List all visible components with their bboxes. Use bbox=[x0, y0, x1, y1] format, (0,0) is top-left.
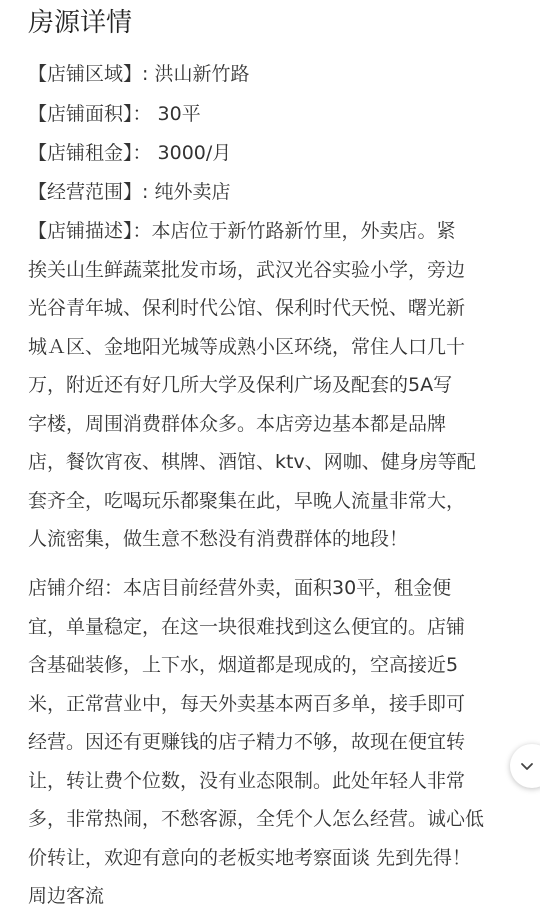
introduction-line: 让，转让费个位数，没有业态限制。此处年轻人非常 bbox=[28, 769, 466, 792]
description-line: 城Ａ区、金地阳光城等成熟小区环绕，常住人口几十 bbox=[28, 335, 466, 358]
nearby-traffic-heading: 周边客流 bbox=[28, 885, 105, 907]
field-shop-area: 【店铺区域】: 洪山新竹路 bbox=[28, 63, 250, 85]
shop-description bbox=[28, 212, 524, 559]
description-line: 挨关山生鲜蔬菜批发市场，武汉光谷实验小学，旁边 bbox=[28, 258, 466, 281]
introduction-line: 店铺介绍：本店目前经营外卖，面积30平，租金便 bbox=[28, 577, 452, 599]
field-business-scope: 【经营范围】: 纯外卖店 bbox=[28, 181, 231, 203]
page-title: 房源详情 bbox=[28, 8, 133, 38]
field-shop-size: 【店铺面积】： 30平 bbox=[28, 103, 201, 125]
field-shop-rent: 【店铺租金】： 3000/月 bbox=[28, 142, 232, 164]
introduction-line: 宜，单量稳定，在这一块很难找到这么便宜的。店铺 bbox=[28, 615, 466, 638]
introduction-line: 经营。因还有更赚钱的店子精力不够，故现在便宜转 bbox=[28, 731, 466, 753]
introduction-line: 多，非常热闹，不愁客源，全凭个人怎么经营。诚心低 bbox=[28, 808, 485, 830]
description-line: 套齐全，吃喝玩乐都聚集在此，早晚人流量非常大， bbox=[28, 489, 466, 512]
description-line: 【店铺描述】：本店位于新竹路新竹里，外卖店。紧 bbox=[28, 220, 456, 242]
shop-introduction bbox=[28, 569, 524, 877]
description-line: 人流密集，做生意不愁没有消费群体的地段！ bbox=[28, 528, 409, 550]
introduction-line: 米，正常营业中，每天外卖基本两百多单，接手即可 bbox=[28, 692, 466, 715]
description-line: 店，餐饮宵夜、棋牌、酒馆、ktv、网咖、健身房等配 bbox=[28, 451, 476, 473]
chevron-down-icon bbox=[520, 759, 534, 773]
description-line: 字楼，周围消费群体众多。本店旁边基本都是品牌 bbox=[28, 412, 447, 435]
introduction-line: 价转让，欢迎有意向的老板实地考察面谈 先到先得！ bbox=[28, 846, 472, 869]
description-line: 万，附近还有好几所大学及保利广场及配套的5A写 bbox=[28, 374, 453, 396]
description-line: 光谷青年城、保利时代公馆、保利时代天悦、曙光新 bbox=[28, 297, 466, 319]
introduction-line: 含基础装修，上下水，烟道都是现成的，空高接近5 bbox=[28, 654, 459, 676]
